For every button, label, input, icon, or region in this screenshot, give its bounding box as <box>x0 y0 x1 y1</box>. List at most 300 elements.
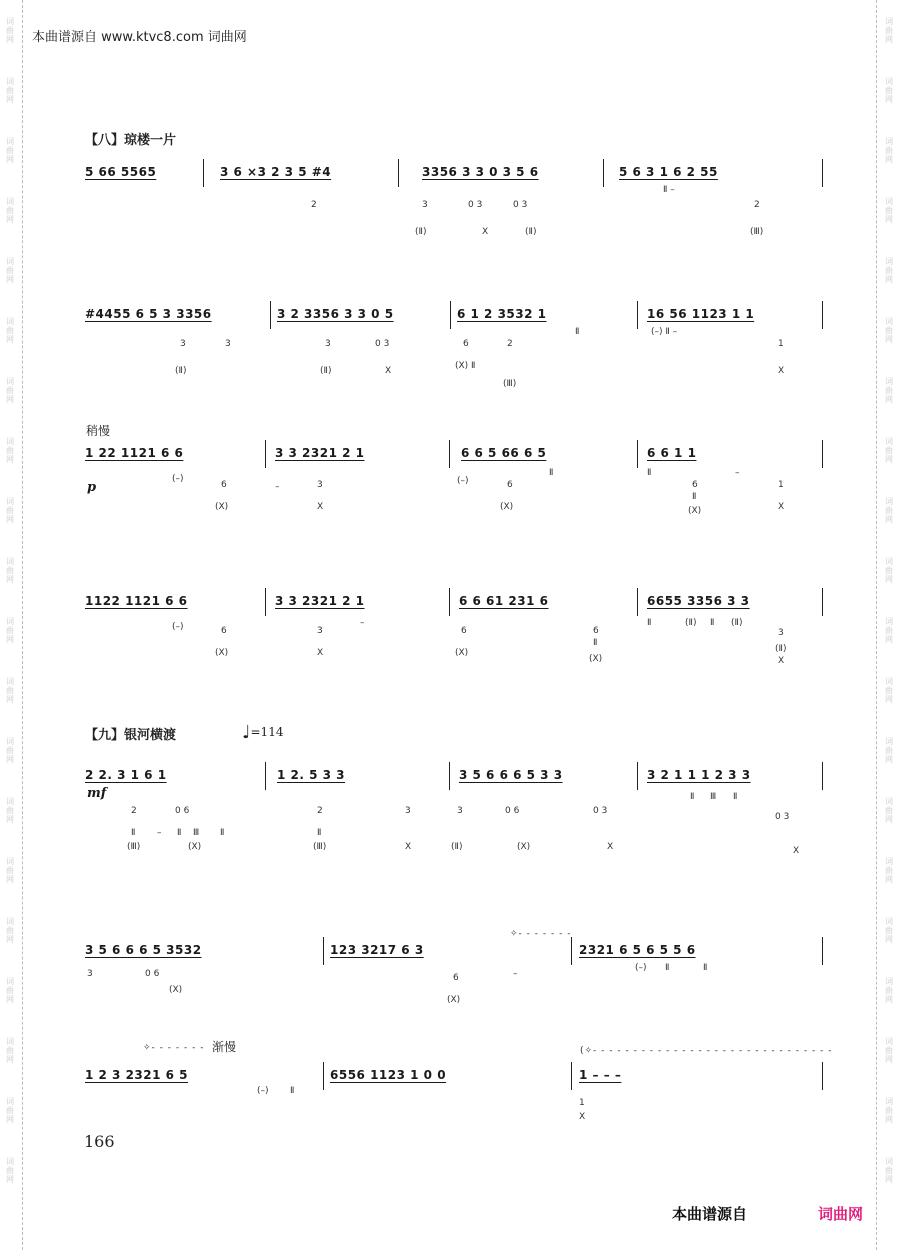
perc-mark: Ⅱ <box>690 792 695 802</box>
watermark-char: 曲 <box>885 145 893 155</box>
watermark-char: 词 <box>6 196 14 206</box>
watermark-char: 词 <box>885 436 893 446</box>
watermark-char: 曲 <box>885 745 893 755</box>
perc-mark: (Ⅱ) <box>451 842 463 852</box>
source-header: 本曲谱源自 www.ktvc8.com 词曲网 <box>32 30 247 45</box>
measure: 16 56 1123 1 1 <box>647 307 755 321</box>
measure: 1 2 3 2321 6 5 <box>85 1068 189 1082</box>
perc-mark: (X) <box>688 506 702 516</box>
perc-mark: (Ⅱ) <box>525 227 537 237</box>
watermark-group <box>6 1080 14 1140</box>
perc-mark: 2 <box>311 200 317 210</box>
perc-mark: 6 <box>463 339 469 349</box>
perc-mark: Ⅱ – <box>663 185 675 195</box>
watermark-char: 曲 <box>885 385 893 395</box>
watermark-char: 网 <box>885 274 893 284</box>
measure: 3 6 ×3 2 3 5 #4 <box>220 165 332 179</box>
perc-mark: – <box>735 468 740 478</box>
watermark-char: 词 <box>6 436 14 446</box>
perc-mark: 3 <box>87 969 93 979</box>
watermark-char: 网 <box>6 154 14 164</box>
watermark-group <box>885 420 893 480</box>
measure: 123 3217 6 3 <box>330 943 424 957</box>
measure: 3356 3 3 0 3 5 6 <box>422 165 539 179</box>
watermark-char: 曲 <box>6 865 14 875</box>
watermark-group <box>6 420 14 480</box>
watermark-group <box>6 600 14 660</box>
barline <box>265 440 266 468</box>
watermark-char: 网 <box>6 1054 14 1064</box>
watermark-char: 曲 <box>6 205 14 215</box>
watermark-char: 曲 <box>6 1105 14 1115</box>
watermark-group <box>885 240 893 300</box>
watermark-char: 网 <box>6 754 14 764</box>
percussion-row <box>85 963 830 1029</box>
perc-mark: 3 <box>778 628 784 638</box>
watermark-char: 词 <box>885 916 893 926</box>
watermark-char: 词 <box>6 136 14 146</box>
watermark-char: 曲 <box>885 265 893 275</box>
watermark-char: 词 <box>885 616 893 626</box>
perc-mark: 6 <box>593 626 599 636</box>
watermark-char: 曲 <box>6 685 14 695</box>
perc-mark: Ⅱ <box>177 828 182 838</box>
perc-mark: X <box>482 227 489 237</box>
watermark-char: 曲 <box>6 1045 14 1055</box>
barline <box>637 440 638 468</box>
watermark-group <box>6 960 14 1020</box>
watermark-char: 网 <box>6 1114 14 1124</box>
perc-mark: Ⅱ <box>290 1086 295 1096</box>
watermark-char: 词 <box>885 316 893 326</box>
watermark-char: 词 <box>6 1156 14 1166</box>
watermark-group <box>885 900 893 960</box>
watermark-char: 曲 <box>885 25 893 35</box>
measure: 6556 1123 1 0 0 <box>330 1068 447 1082</box>
measure: 3 2 3356 3 3 0 5 <box>277 307 394 321</box>
measure: 1 2. 5 3 3 <box>277 768 346 782</box>
perc-mark: X <box>317 648 324 658</box>
perc-mark: (Ⅱ) <box>685 618 697 628</box>
watermark-char: 网 <box>885 334 893 344</box>
barline <box>449 588 450 616</box>
barline <box>603 159 604 187</box>
measure: 6 6 1 1 <box>647 446 697 460</box>
watermark-char: 网 <box>6 94 14 104</box>
perc-mark: – <box>275 482 280 492</box>
watermark-group <box>885 180 893 240</box>
watermark-char: 曲 <box>6 745 14 755</box>
watermark-char: 曲 <box>885 805 893 815</box>
watermark-char: 词 <box>6 736 14 746</box>
perc-mark: 6 <box>221 480 227 490</box>
watermark-char: 曲 <box>885 325 893 335</box>
percussion-row <box>85 618 830 682</box>
watermark-group <box>885 1080 893 1140</box>
barline <box>822 588 823 616</box>
perc-mark: 3 <box>422 200 428 210</box>
measure: 3 5 6 6 6 5 3532 <box>85 943 202 957</box>
perc-mark: 1 <box>579 1098 585 1108</box>
perc-mark: 2 <box>507 339 513 349</box>
perc-mark: (X) <box>500 502 514 512</box>
perc-mark: (X) <box>589 654 603 664</box>
watermark-char: 网 <box>885 214 893 224</box>
barline <box>450 301 451 329</box>
watermark-char: 词 <box>6 496 14 506</box>
watermark-char: 网 <box>885 394 893 404</box>
watermark-group <box>885 1140 893 1200</box>
perc-mark: (Ⅱ) <box>175 366 187 376</box>
watermark-char: 词 <box>885 1156 893 1166</box>
watermark-group <box>885 720 893 780</box>
page-number: 166 <box>84 1132 115 1151</box>
watermark-char: 网 <box>6 334 14 344</box>
watermark-char: 曲 <box>6 85 14 95</box>
watermark-char: 曲 <box>6 445 14 455</box>
watermark-group <box>6 0 14 60</box>
notes-row <box>85 307 830 327</box>
perc-mark: 3 <box>457 806 463 816</box>
perc-mark: 0 6 <box>505 806 520 816</box>
watermark-group <box>885 780 893 840</box>
watermark-group <box>6 480 14 540</box>
barline <box>822 440 823 468</box>
watermark-group <box>885 360 893 420</box>
barline <box>449 440 450 468</box>
watermark-char: 词 <box>885 376 893 386</box>
watermark-char: 网 <box>6 994 14 1004</box>
perc-mark: Ⅱ <box>692 492 697 502</box>
perc-mark: Ⅱ <box>710 618 715 628</box>
watermark-char: 网 <box>6 814 14 824</box>
perc-mark: Ⅱ <box>575 327 580 337</box>
perc-mark: 6 <box>507 480 513 490</box>
perc-mark: 0 6 <box>145 969 160 979</box>
measure: 6 6 61 231 6 <box>459 594 549 608</box>
measure: 3 5 6 6 6 5 3 3 <box>459 768 563 782</box>
measure: #4455 6 5 3 3356 <box>85 307 212 321</box>
measure: 6655 3356 3 3 <box>647 594 750 608</box>
watermark-char: 词 <box>885 856 893 866</box>
watermark-char: 词 <box>6 856 14 866</box>
barline <box>822 762 823 790</box>
watermark-char: 网 <box>6 694 14 704</box>
watermark-char: 曲 <box>6 505 14 515</box>
watermark-char: 曲 <box>6 25 14 35</box>
perc-mark: (Ⅱ) <box>731 618 743 628</box>
watermark-char: 曲 <box>885 625 893 635</box>
perc-mark: (X) <box>169 985 183 995</box>
fermata-dash-line: (✧- - - - - - - - - - - - - - - - - - - - - - - - - - - - - - <box>580 1046 833 1056</box>
watermark-group <box>885 840 893 900</box>
perc-mark: 0 3 <box>375 339 390 349</box>
watermark-char: 词 <box>6 676 14 686</box>
watermark-char: 曲 <box>6 385 14 395</box>
barline <box>822 301 823 329</box>
watermark-group <box>885 960 893 1020</box>
perc-mark: X <box>579 1112 586 1122</box>
watermark-char: 词 <box>6 916 14 926</box>
measure: 3 3 2321 2 1 <box>275 446 365 460</box>
watermark-char: 曲 <box>6 565 14 575</box>
watermark-char: 网 <box>6 934 14 944</box>
perc-mark: (X) <box>517 842 531 852</box>
watermark-group <box>885 120 893 180</box>
watermark-group <box>6 720 14 780</box>
watermark-char: 网 <box>885 514 893 524</box>
watermark-char: 词 <box>885 676 893 686</box>
watermark-char: 曲 <box>885 985 893 995</box>
perc-mark: (Ⅲ) <box>127 842 141 852</box>
watermark-char: 词 <box>885 1036 893 1046</box>
footer-site-link[interactable]: 词曲网 <box>818 1205 864 1223</box>
watermark-char: 曲 <box>6 145 14 155</box>
perc-mark: 0 3 <box>513 200 528 210</box>
perc-mark: Ⅱ <box>593 638 598 648</box>
watermark-group <box>6 540 14 600</box>
watermark-char: 词 <box>885 556 893 566</box>
watermark-group <box>6 360 14 420</box>
watermark-char: 网 <box>6 394 14 404</box>
barline <box>265 588 266 616</box>
perc-mark: 0 3 <box>593 806 608 816</box>
watermark-char: 词 <box>885 136 893 146</box>
watermark-group <box>885 60 893 120</box>
perc-mark: Ⅱ <box>703 963 708 973</box>
perc-mark: X <box>778 366 785 376</box>
watermark-char: 曲 <box>885 925 893 935</box>
watermark-char: 词 <box>6 1036 14 1046</box>
perc-mark: Ⅱ <box>317 828 322 838</box>
perc-mark: 1 <box>778 339 784 349</box>
barline <box>270 301 271 329</box>
perc-mark: 1 <box>778 480 784 490</box>
watermark-group <box>885 660 893 720</box>
perc-mark: (Ⅲ) <box>750 227 764 237</box>
perc-mark: (–) <box>457 476 469 486</box>
perc-mark: (Ⅲ) <box>313 842 327 852</box>
measure: 6 1 2 3532 1 <box>457 307 547 321</box>
barline <box>637 301 638 329</box>
watermark-char: 网 <box>885 934 893 944</box>
watermark-group <box>6 180 14 240</box>
perc-mark: (X) <box>447 995 461 1005</box>
watermark-char: 网 <box>885 454 893 464</box>
perc-mark: 3 <box>317 480 323 490</box>
right-border <box>876 0 877 1250</box>
watermark-group <box>6 1140 14 1200</box>
perc-mark: 3 <box>225 339 231 349</box>
watermark-group <box>885 300 893 360</box>
perc-mark: 2 <box>131 806 137 816</box>
perc-mark: X <box>607 842 614 852</box>
section-title-8: 【八】琼楼一片 <box>85 133 177 148</box>
watermark-group <box>885 0 893 60</box>
watermark-char: 词 <box>885 796 893 806</box>
percussion-row <box>85 327 830 399</box>
notes-row <box>85 594 830 614</box>
watermark-group <box>6 120 14 180</box>
perc-mark: Ⅱ <box>665 963 670 973</box>
perc-mark: X <box>793 846 800 856</box>
watermark-group <box>6 780 14 840</box>
watermark-char: 网 <box>885 754 893 764</box>
notes-row <box>85 943 830 963</box>
tempo-word-gradually-slower: 渐慢 <box>212 1040 237 1054</box>
perc-mark: 0 3 <box>468 200 483 210</box>
watermark-char: 词 <box>6 76 14 86</box>
perc-mark: Ⅲ <box>710 792 717 802</box>
watermark-char: 网 <box>885 1114 893 1124</box>
barline <box>822 937 823 965</box>
perc-mark: 3 <box>180 339 186 349</box>
watermark-group <box>6 60 14 120</box>
perc-mark: Ⅱ <box>220 828 225 838</box>
tempo-word-slightly-slower: 稍慢 <box>86 424 111 438</box>
watermark-char: 网 <box>885 94 893 104</box>
left-watermark-column <box>3 0 17 1200</box>
watermark-char: 词 <box>6 796 14 806</box>
perc-mark: (Ⅱ) <box>320 366 332 376</box>
perc-mark: 2 <box>317 806 323 816</box>
perc-mark: (Ⅲ) <box>503 379 517 389</box>
watermark-char: 词 <box>885 496 893 506</box>
section-title-9: 【九】银河横渡 <box>85 728 177 743</box>
measure: 1 22 1121 6 6 <box>85 446 184 460</box>
perc-mark: X <box>778 502 785 512</box>
perc-mark: Ⅱ <box>549 468 554 478</box>
perc-mark: 6 <box>692 480 698 490</box>
perc-mark: 0 3 <box>775 812 790 822</box>
percussion-row <box>85 185 830 260</box>
measure: 6 6 5 66 6 5 <box>461 446 547 460</box>
perc-mark: – <box>513 969 518 979</box>
perc-mark: 6 <box>453 973 459 983</box>
watermark-char: 网 <box>885 814 893 824</box>
watermark-char: 曲 <box>6 805 14 815</box>
notes-row <box>85 165 830 185</box>
barline <box>265 762 266 790</box>
watermark-char: 曲 <box>885 685 893 695</box>
watermark-char: 网 <box>885 154 893 164</box>
barline <box>822 159 823 187</box>
watermark-char: 曲 <box>6 925 14 935</box>
watermark-char: 网 <box>885 634 893 644</box>
watermark-char: 词 <box>6 16 14 26</box>
percussion-row <box>85 468 830 534</box>
watermark-char: 词 <box>6 976 14 986</box>
perc-mark: Ⅱ <box>131 828 136 838</box>
watermark-char: 网 <box>6 574 14 584</box>
perc-mark: 3 <box>317 626 323 636</box>
watermark-char: 词 <box>885 1096 893 1106</box>
watermark-char: 曲 <box>6 625 14 635</box>
watermark-char: 网 <box>6 634 14 644</box>
perc-mark: X <box>405 842 412 852</box>
perc-mark: (X) Ⅱ <box>455 361 476 371</box>
perc-mark: – <box>360 618 365 628</box>
perc-mark: 3 <box>405 806 411 816</box>
watermark-char: 曲 <box>885 865 893 875</box>
perc-mark: (–) Ⅱ – <box>651 327 678 337</box>
watermark-char: 曲 <box>885 505 893 515</box>
fermata-dash-line: ✧- - - - - - - <box>143 1043 205 1053</box>
barline <box>203 159 204 187</box>
watermark-char: 曲 <box>885 445 893 455</box>
fermata-dash-line: ✧- - - - - - - <box>510 929 572 939</box>
barline <box>637 588 638 616</box>
notes-row <box>85 1068 830 1088</box>
barline <box>323 937 324 965</box>
watermark-char: 词 <box>885 16 893 26</box>
watermark-char: 网 <box>6 274 14 284</box>
perc-mark: Ⅱ <box>647 618 652 628</box>
watermark-char: 词 <box>885 196 893 206</box>
watermark-char: 网 <box>6 874 14 884</box>
measure: 1122 1121 6 6 <box>85 594 188 608</box>
measure: 3 2 1 1 1 2 3 3 <box>647 768 751 782</box>
perc-mark: X <box>317 502 324 512</box>
watermark-char: 曲 <box>6 265 14 275</box>
measure: 5 6 3 1 6 2 55 <box>619 165 718 179</box>
watermark-char: 网 <box>885 1054 893 1064</box>
watermark-char: 词 <box>885 256 893 266</box>
watermark-char: 网 <box>885 694 893 704</box>
watermark-group <box>6 1020 14 1080</box>
watermark-group <box>6 900 14 960</box>
perc-mark: 6 <box>461 626 467 636</box>
watermark-char: 曲 <box>885 205 893 215</box>
notes-row <box>85 768 830 788</box>
tempo-marking <box>242 722 283 743</box>
perc-mark: Ⅱ <box>647 468 652 478</box>
notes-row <box>85 446 830 466</box>
watermark-char: 网 <box>885 574 893 584</box>
barline <box>449 762 450 790</box>
measure: 2 2. 3 1 6 1 <box>85 768 167 782</box>
perc-mark: (X) <box>455 648 469 658</box>
perc-mark: X <box>778 656 785 666</box>
barline <box>637 762 638 790</box>
measure: 1 – – – <box>579 1068 622 1082</box>
watermark-char: 词 <box>6 556 14 566</box>
watermark-group <box>885 540 893 600</box>
perc-mark: 0 6 <box>175 806 190 816</box>
watermark-char: 曲 <box>885 1105 893 1115</box>
watermark-char: 词 <box>885 976 893 986</box>
watermark-char: 网 <box>6 34 14 44</box>
watermark-char: 词 <box>6 1096 14 1106</box>
watermark-char: 曲 <box>6 1165 14 1175</box>
perc-mark: (Ⅱ) <box>775 644 787 654</box>
watermark-char: 网 <box>885 34 893 44</box>
watermark-char: 网 <box>885 1174 893 1184</box>
barline <box>398 159 399 187</box>
perc-mark: – <box>157 828 162 838</box>
measure: 2321 6 5 6 5 5 6 <box>579 943 696 957</box>
watermark-char: 曲 <box>885 1165 893 1175</box>
perc-mark: Ⅲ <box>193 828 200 838</box>
perc-mark: X <box>385 366 392 376</box>
watermark-group <box>6 300 14 360</box>
watermark-char: 词 <box>6 616 14 626</box>
watermark-char: 词 <box>6 256 14 266</box>
right-watermark-column <box>882 0 896 1200</box>
watermark-char: 曲 <box>885 565 893 575</box>
watermark-char: 网 <box>6 1174 14 1184</box>
quarter-note-icon: ♩ <box>242 722 251 743</box>
